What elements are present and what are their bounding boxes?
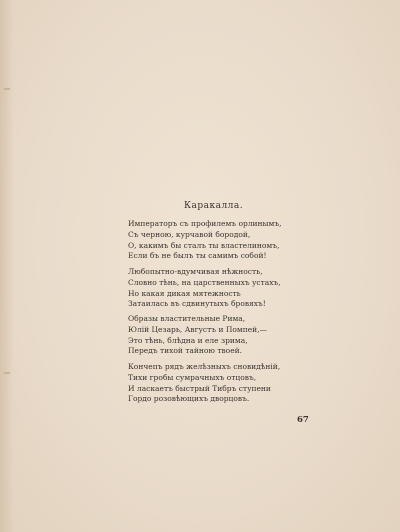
poem-line: Любопытно-вдумчивая нѣжность, <box>128 267 263 276</box>
spine-mark <box>4 372 10 374</box>
stanza-4 <box>128 362 280 405</box>
poem-line: Образы властительные Рима, <box>128 314 246 323</box>
poem-line: Если бъ не былъ ты самимъ собой! <box>128 251 267 261</box>
poem-line: Передъ тихой тайною твоей. <box>128 346 243 356</box>
stanza-1 <box>128 219 281 262</box>
poem-line: Но какая дикая мятежность <box>128 288 241 298</box>
spine-mark <box>4 88 10 90</box>
poem-line: Кончепъ рядъ желѣзныхъ сновидѣній, <box>128 362 281 371</box>
poem-line: И ласкаетъ быстрый Тибръ ступени <box>128 383 271 393</box>
poem-line: О, какимъ бы сталъ ты властелиномъ, <box>128 240 280 250</box>
poem-line: Гордо розовѣющихъ дворцовъ. <box>128 394 250 404</box>
poem-line: Затаилась въ сдвинутыхъ бровяхъ! <box>128 299 266 309</box>
poem-line: Юлій Цезарь, Августъ и Помпей,— <box>128 324 268 334</box>
poem-title: Каракалла. <box>184 201 244 211</box>
poem-line: Словно тѣнь, на царственныхъ устахъ, <box>128 277 281 287</box>
poem-line: Тихи гробы сумрачныхъ отцовъ, <box>128 372 257 382</box>
spine-shadow <box>0 0 14 532</box>
stanza-2 <box>128 267 281 310</box>
poem-line: Императоръ съ профилемъ орлинымъ, <box>128 219 282 228</box>
stanza-3 <box>128 314 267 357</box>
poem-line: Съ черною, курчавой бородой, <box>128 229 251 239</box>
page-number: 67 <box>297 415 309 425</box>
poem-line: Это тѣнь, блѣдна и еле зрима, <box>128 335 248 345</box>
